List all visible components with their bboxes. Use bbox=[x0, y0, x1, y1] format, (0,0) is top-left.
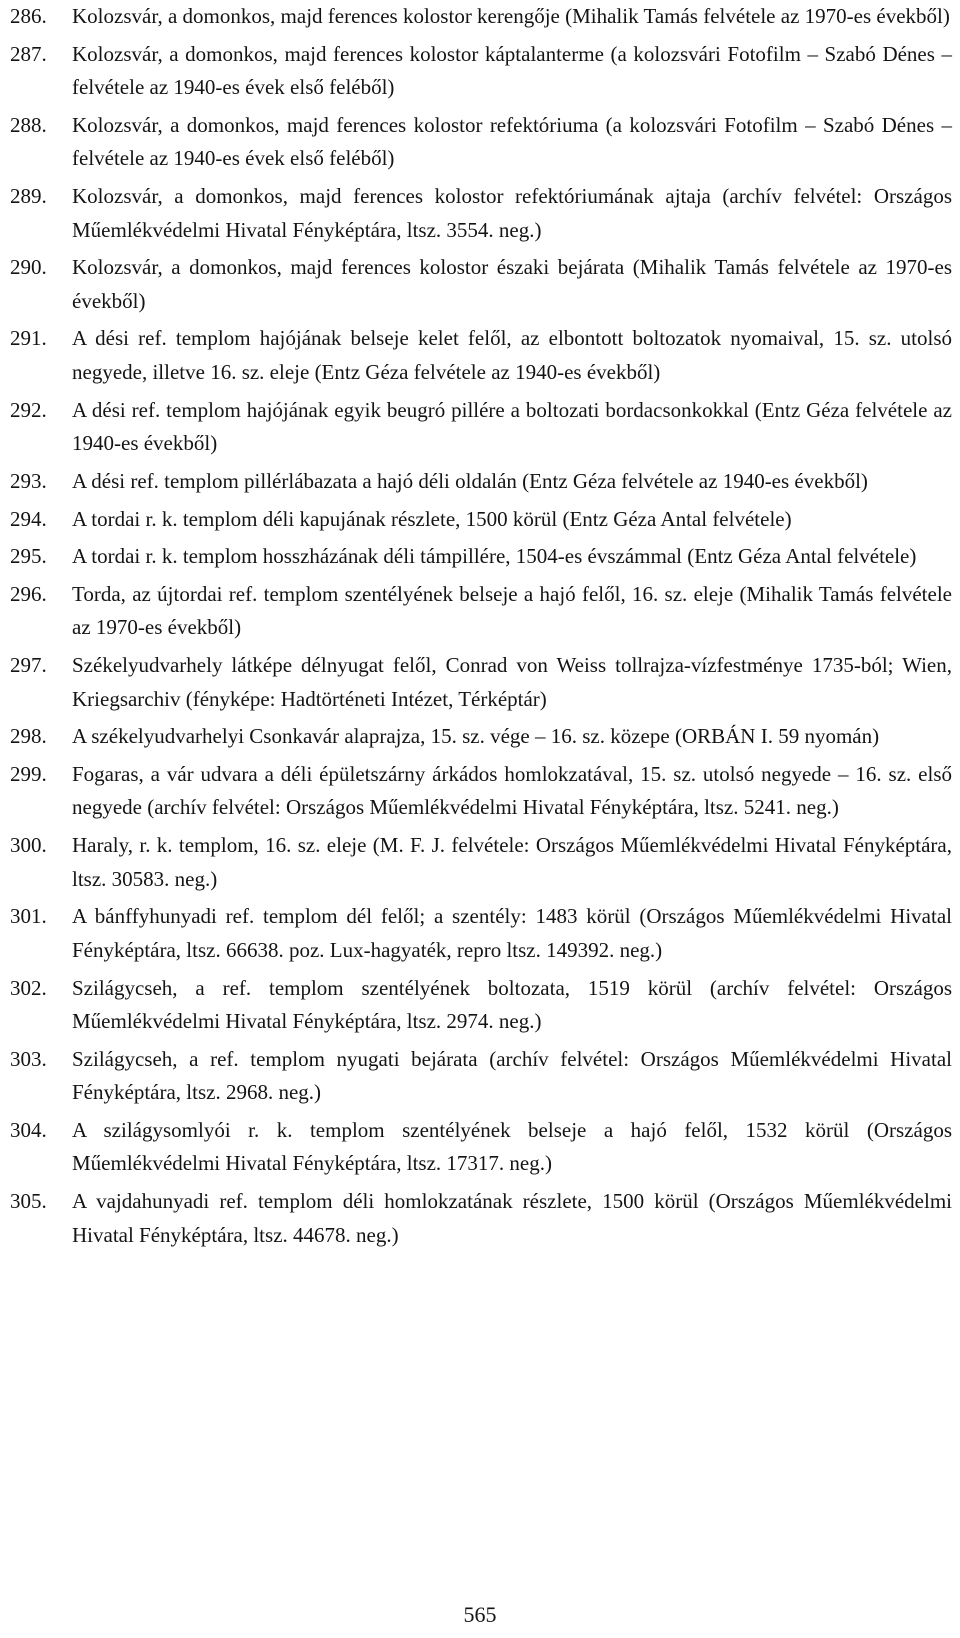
caption-entry bbox=[10, 109, 952, 176]
caption-entry bbox=[10, 900, 952, 967]
caption-entry bbox=[10, 758, 952, 825]
entry-number: 292. bbox=[10, 397, 47, 422]
entry-text: A bánffyhunyadi ref. templom dél felől; a szentély: 1483 körül (Országos Műemlékvédelmi Hivatal Fényképtára, ltsz. 66638. poz. Lux-hagyaték, repro ltsz. 149392. neg.) bbox=[72, 904, 952, 962]
entry-text: Haraly, r. k. templom, 16. sz. eleje (M. F. J. felvétele: Országos Műemlékvédelmi Hivatal Fényképtára, ltsz. 30583. neg.) bbox=[72, 833, 952, 891]
caption-entry bbox=[10, 1043, 952, 1110]
entry-text: Kolozsvár, a domonkos, majd ferences kolostor kerengője (Mihalik Tamás felvétele az 1970-es évekből) bbox=[72, 4, 950, 28]
page-number: 565 bbox=[463, 1602, 497, 1627]
entry-number: 287. bbox=[10, 41, 47, 66]
entry-number: 289. bbox=[10, 184, 47, 209]
caption-entry bbox=[10, 649, 952, 716]
caption-entry bbox=[10, 1114, 952, 1181]
entry-number: 295. bbox=[10, 544, 47, 569]
entry-number: 288. bbox=[10, 112, 47, 137]
caption-entry bbox=[10, 972, 952, 1039]
caption-entry bbox=[10, 322, 952, 389]
caption-entry bbox=[10, 540, 952, 574]
entry-text: Torda, az újtordai ref. templom szentélyének belseje a hajó felől, 16. sz. eleje (Mihalik Tamás felvétele az 1970-es évekből) bbox=[72, 581, 952, 640]
entry-text: A székelyudvarhelyi Csonkavár alaprajza, 15. sz. vége – 16. sz. közepe (ORBÁN I. 59 nyomán) bbox=[72, 724, 880, 749]
entry-text: Kolozsvár, a domonkos, majd ferences kolostor refektóriuma (a kolozsvári Fotofilm – Szabó Dénes – felvétele az 1940-es évek első feléből) bbox=[72, 112, 952, 171]
caption-entry bbox=[10, 578, 952, 645]
entry-text: Kolozsvár, a domonkos, majd ferences kolostor északi bejárata (Mihalik Tamás felvétele az 1970-es évekből) bbox=[72, 255, 952, 313]
caption-list bbox=[10, 0, 952, 1256]
entry-text: A vajdahunyadi ref. templom déli homlokzatának részlete, 1500 körül (Országos Műemlékvédelmi Hivatal Fényképtára, ltsz. 44678. neg.) bbox=[72, 1189, 952, 1247]
entry-text: A dési ref. templom pillérlábazata a hajó déli oldalán (Entz Géza felvétele az 1940-es évekből) bbox=[72, 468, 868, 493]
entry-text: A dési ref. templom hajójának egyik beugró pillére a boltozati bordacsonkokkal (Entz Géza felvétele az 1940-es évekből) bbox=[72, 397, 952, 456]
entry-number: 301. bbox=[10, 904, 47, 929]
entry-number: 291. bbox=[10, 326, 47, 351]
entry-number: 303. bbox=[10, 1046, 47, 1071]
caption-entry bbox=[10, 251, 952, 318]
caption-entry bbox=[10, 1185, 952, 1252]
entry-number: 294. bbox=[10, 506, 47, 531]
entry-number: 293. bbox=[10, 468, 47, 493]
entry-number: 286. bbox=[10, 4, 47, 28]
entry-text: Szilágycseh, a ref. templom nyugati bejárata (archív felvétel: Országos Műemlékvédelmi Hivatal Fényképtára, ltsz. 2968. neg.) bbox=[72, 1046, 952, 1105]
entry-text: A szilágysomlyói r. k. templom szentélyének belseje a hajó felől, 1532 körül (Országos Műemlékvédelmi Hivatal Fényképtára, ltsz. 17317. neg.) bbox=[72, 1117, 952, 1176]
entry-number: 302. bbox=[10, 975, 47, 1000]
entry-text: A tordai r. k. templom hosszházának déli támpillére, 1504-es évszámmal (Entz Géza Antal felvétele) bbox=[72, 544, 917, 569]
caption-entry bbox=[10, 465, 952, 499]
entry-number: 304. bbox=[10, 1117, 47, 1142]
caption-entry bbox=[10, 38, 952, 105]
entry-text: Szilágycseh, a ref. templom szentélyének boltozata, 1519 körül (archív felvétel: Országos Műemlékvédelmi Hivatal Fényképtára, ltsz. 2974. neg.) bbox=[72, 975, 952, 1033]
caption-entry bbox=[10, 180, 952, 247]
caption-entry bbox=[10, 829, 952, 896]
entry-number: 299. bbox=[10, 761, 47, 786]
entry-number: 297. bbox=[10, 653, 47, 678]
entry-text: Kolozsvár, a domonkos, majd ferences kolostor refektóriumának ajtaja (archív felvétel: Országos Műemlékvédelmi Hivatal Fényképtára, ltsz. 3554. neg.) bbox=[72, 184, 952, 242]
entry-text: A tordai r. k. templom déli kapujának részlete, 1500 körül (Entz Géza Antal felvétele) bbox=[72, 506, 792, 531]
entry-text: Kolozsvár, a domonkos, majd ferences kolostor káptalanterme (a kolozsvári Fotofilm – Szabó Dénes – felvétele az 1940-es évek első feléből) bbox=[72, 41, 952, 100]
entry-number: 296. bbox=[10, 581, 47, 606]
entry-text: Fogaras, a vár udvara a déli épületszárny árkádos homlokzatával, 15. sz. utolsó negyede – 16. sz. első negyede (archív felvétel: Országos Műemlékvédelmi Hivatal Fényképtára, ltsz. 5241. neg.) bbox=[72, 761, 952, 820]
caption-entry bbox=[10, 394, 952, 461]
entry-number: 290. bbox=[10, 255, 47, 280]
caption-entry bbox=[10, 720, 952, 754]
entry-number: 305. bbox=[10, 1189, 47, 1214]
entry-text: Székelyudvarhely látképe délnyugat felől, Conrad von Weiss tollrajza-vízfestménye 1735-ból; Wien, Kriegsarchiv (fényképe: Hadtörténeti Intézet, Térképtár) bbox=[72, 653, 952, 711]
entry-number: 298. bbox=[10, 724, 47, 749]
entry-number: 300. bbox=[10, 833, 47, 858]
caption-entry bbox=[10, 0, 952, 34]
entry-text: A dési ref. templom hajójának belseje kelet felől, az elbontott boltozatok nyomaival, 15. sz. utolsó negyede, illetve 16. sz. eleje (Entz Géza felvétele az 1940-es évekből) bbox=[72, 326, 952, 384]
caption-entry bbox=[10, 503, 952, 537]
